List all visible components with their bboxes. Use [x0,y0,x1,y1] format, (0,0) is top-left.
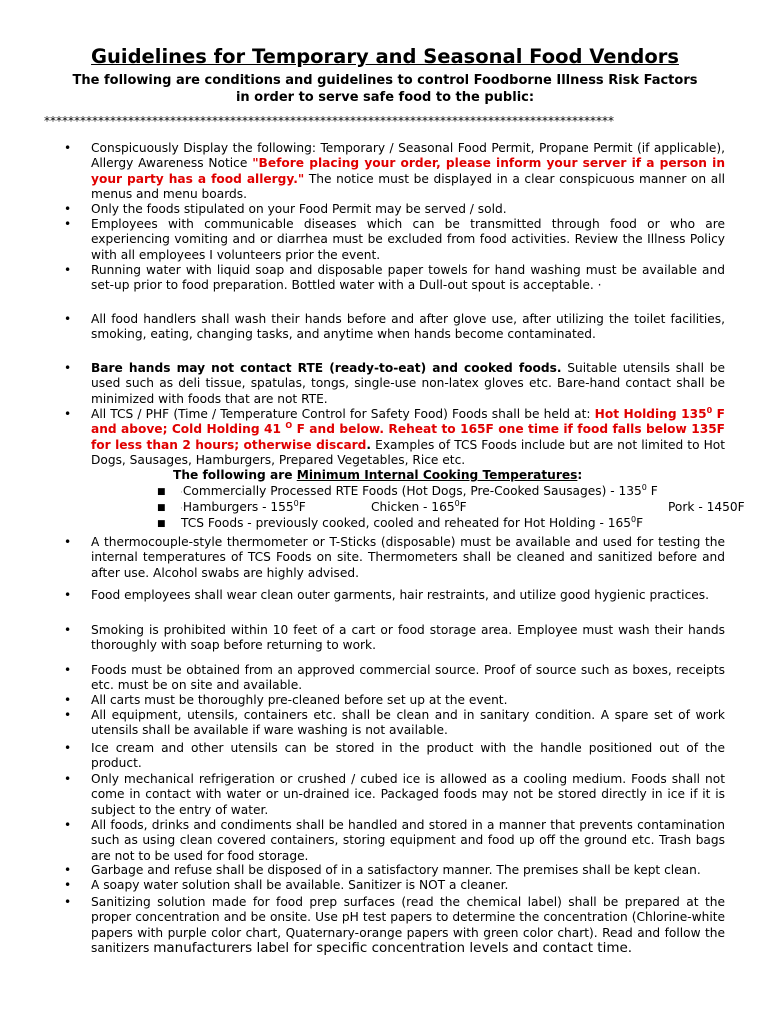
list-item-equipment-clean [64,708,725,739]
subtitle-line-2: in order to serve safe food to the public: [235,90,535,105]
list-item-ice-cream-utensils [64,741,725,772]
bullet-icon: • [64,407,72,421]
text: Sanitizing solution made for food prep surfaces (read the chemical label) shall be prepared at the proper concentration and be onsite. Use pH test papers to determine the concentration (Chlorine-white papers with purple color chart, Quaternary-orange papers with green color chart). Read and follow the sanitizers [91,895,725,955]
text: · [180,504,183,514]
text: The notice must be displayed in a clear conspicuous manner on all menus and menu boards. [91,171,726,201]
text: Food employees shall wear clean outer garments, hair restraints, and utilize good hygienic practices. [91,588,709,602]
text: 0 [631,514,637,524]
list-item-communicable-diseases [64,217,725,263]
bullet-icon: • [64,217,72,231]
list-item-garbage [64,863,725,878]
bullet-icon: • [64,863,72,877]
bullet-icon: • [64,361,72,375]
text: Chicken - 165 [371,500,455,514]
text: F and below. Reheat to 165F one time if food falls below 135F for less than 2 hours; otherwise discard [91,422,725,452]
text: Only the foods stipulated on your Food Permit may be served / sold. [91,202,507,216]
text: Bare hands may not contact RTE (ready-to-eat) and cooked foods. [91,361,562,375]
asterisk-divider: *********************************************************************************************** [44,114,614,128]
bullet-icon: • [64,878,72,892]
list-item-cooling-medium [64,772,725,818]
text: Running water with liquid soap and disposable paper towels for hand washing must be available and set-up prior to food preparation. Bottled water with a Dull-out spout is acceptable. · [91,263,725,293]
allergy-notice-text: "Before placing your order, please inform your server if a person in your party has a food allergy." [91,156,725,186]
bullet-icon: • [64,663,72,677]
bullet-icon: • [64,772,72,786]
list-item-carts-precleaned [64,693,725,708]
text: Suitable utensils shall be used such as deli tissue, spatulas, tongs, single-use non-latex gloves etc. Bare-hand contact shall be minimized with foods that are not RTE. [91,361,725,406]
text: Employees with communicable diseases which can be transmitted through food or who are experiencing vomiting and or diarrhea must be excluded from food activities. Review the Illness Policy with all employees I volunteers prior the event. [91,217,725,262]
list-item-outer-garments [64,588,725,603]
text: Garbage and refuse shall be disposed of in a satisfactory manner. The premises shall be kept clean. [91,863,701,877]
cooking-temps-heading [173,468,582,482]
text: Foods must be obtained from an approved commercial source. Proof of source such as boxes, receipts etc. must be on site and available. [91,663,725,693]
bullet-icon: • [64,895,72,909]
text: The following are [173,468,297,482]
document-title: Guidelines for Temporary and Seasonal Food Vendors [91,45,679,68]
text: All carts must be thoroughly pre-cleaned before set up at the event. [91,693,508,707]
list-item-display-permits [64,141,726,202]
text: O [285,421,293,431]
text: Conspicuously Display the following: Temporary / Seasonal Food Permit, Propane Permit (if applicable), Allergy Awareness Notice [91,141,725,171]
text: All foods, drinks and condiments shall be handled and stored in a manner that prevents contamination such as using clean covered containers, storing equipment and food up off the ground etc. Trash bags are not to be used for food storage. [91,818,725,863]
bullet-icon: • [64,535,72,549]
text: All TCS / PHF (Time / Temperature Control for Safety Food) Foods shall be held at: [91,407,595,421]
list-item-thermometer [64,535,725,581]
bullet-icon: • [64,263,72,277]
text: 0 [641,482,647,492]
text: F and above; Cold Holding 41 [91,407,725,437]
list-item-sanitizing-solution [64,895,725,956]
list-item-food-storage [64,818,725,864]
list-item-approved-source [64,663,725,694]
temp-row-tcs-reheat [181,516,643,530]
temp-row-hamburgers [180,500,306,514]
text: All equipment, utensils, containers etc. shall be clean and in sanitary condition. A spare set of work utensils shall be available if ware washing is not available. [91,708,725,738]
text: 0 [293,498,299,508]
square-bullet-icon: ■ [157,519,166,529]
text: Hamburgers - 155 [182,500,294,514]
text: All food handlers shall wash their hands before and after glove use, after utilizing the toilet facilities, smoking, eating, changing tasks, and anytime when hands become contaminated. [91,312,725,342]
text: Commercially Processed RTE Foods (Hot Dogs, Pre-Cooked Sausages) - 135 [182,484,642,498]
temp-row-chicken [371,500,467,514]
square-bullet-icon: ■ [157,487,166,497]
text: Smoking is prohibited within 10 feet of a cart or food storage area. Employee must wash their hands thoroughly with soap before returning to work. [91,623,725,653]
subtitle-line-1: The following are conditions and guidelines to control Foodborne Illness Risk Factors [72,73,698,88]
text: manufacturers label for specific concentration levels and contact time. [153,939,633,956]
text: . [366,437,372,452]
text: A soapy water solution shall be available. Sanitizer is NOT a cleaner. [91,878,509,892]
bullet-icon: • [64,623,72,637]
text: 0 [454,498,460,508]
bullet-icon: • [64,141,72,155]
bullet-icon: • [64,818,72,832]
list-item-permit-foods [64,202,725,217]
text: F [298,500,306,514]
text: 0 [706,405,713,415]
bullet-icon: • [64,202,72,216]
list-item-hand-washing-rules [64,312,725,343]
text: · [180,488,183,498]
bullet-icon: • [64,708,72,722]
text: Ice cream and other utensils can be stored in the product with the handle positioned out of the product. [91,741,725,771]
text: F [636,516,644,530]
list-item-smoking [64,623,725,654]
text: A thermocouple-style thermometer or T-Sticks (disposable) must be available and used for testing the internal temperatures of TCS Foods on site. Thermometers shall be cleaned and sanitized before and after use. Alcohol swabs are highly advised. [91,535,725,580]
temp-row-pork: Pork - 1450F [668,500,745,514]
bullet-icon: • [64,312,72,326]
square-bullet-icon: ■ [157,503,166,513]
text: F [459,500,467,514]
text: Examples of TCS Foods include but are not limited to Hot Dogs, Sausages, Hamburgers, Prepared Vegetables, Rice etc. [91,437,725,467]
text: Hot Holding 135 [594,407,707,421]
bullet-icon: • [64,693,72,707]
text: Minimum Internal Cooking Temperatures [296,468,578,482]
temp-row-rte-foods [180,484,658,498]
list-item-holding-temperatures [64,405,725,468]
text: : [577,468,583,482]
list-item-bare-hands [64,361,725,407]
text: TCS Foods - previously cooked, cooled and reheated for Hot Holding - 165 [181,516,632,530]
bullet-icon: • [64,588,72,602]
bullet-icon: • [64,741,72,755]
text: F [646,484,658,498]
text: Only mechanical refrigeration or crushed / cubed ice is allowed as a cooling medium. Foods shall not come in contact with water or un-drained ice. Packaged foods may not be stored directly in ice if it is subject to the entry of water. [91,772,725,817]
list-item-hand-washing-station [64,263,725,294]
list-item-soapy-water [64,878,725,893]
